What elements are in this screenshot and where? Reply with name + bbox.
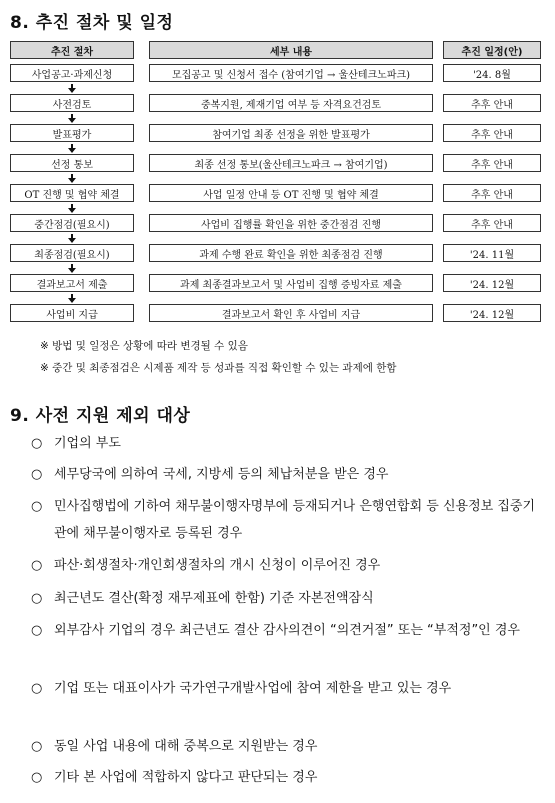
step-cell: OT 진행 및 협약 체결 — [10, 184, 134, 202]
exclusion-item — [31, 617, 543, 644]
detail-cell: 결과보고서 확인 후 사업비 지급 — [149, 304, 433, 322]
exclusion-text: 세무당국에 의하여 국세, 지방세 등의 체납처분을 받은 경우 — [54, 467, 389, 482]
circle-bullet-icon: ○ — [31, 436, 43, 451]
exclusion-text: 민사집행법에 기하여 채무불이행자명부에 등재되거나 은행연합회 등 신용정보 집중기관에 채무불이행자로 등록된 경우 — [54, 499, 536, 541]
exclusion-text: 기업의 부도 — [54, 436, 121, 451]
schedule-cell: '24. 12월 — [443, 304, 541, 322]
section-9-title: 9. 사전 지원 제외 대상 — [10, 406, 191, 426]
schedule-cell: '24. 8월 — [443, 64, 541, 82]
exclusion-text: 기타 본 사업에 적합하지 않다고 판단되는 경우 — [54, 770, 318, 785]
down-arrow-icon — [67, 84, 77, 93]
step-cell: 선정 통보 — [10, 154, 134, 172]
down-arrow-icon — [67, 294, 77, 303]
exclusion-item — [31, 585, 543, 612]
exclusion-item — [31, 764, 543, 791]
detail-cell: 참여기업 최종 선정을 위한 발표평가 — [149, 124, 433, 142]
step-cell: 사전검토 — [10, 94, 134, 112]
down-arrow-icon — [67, 174, 77, 183]
detail-cell: 최종 선정 통보(울산테크노파크 → 참여기업) — [149, 154, 433, 172]
exclusion-item — [31, 675, 543, 702]
detail-cell: 모집공고 및 신청서 접수 (참여기업 → 울산테크노파크) — [149, 64, 433, 82]
schedule-cell: '24. 11월 — [443, 244, 541, 262]
step-cell: 사업비 지급 — [10, 304, 134, 322]
circle-bullet-icon: ○ — [31, 770, 43, 785]
detail-cell: 사업비 집행률 확인을 위한 중간점검 진행 — [149, 214, 433, 232]
note-line: ※ 중간 및 최종점검은 시제품 제작 등 성과를 직접 확인할 수 있는 과제에 한함 — [40, 362, 397, 374]
circle-bullet-icon: ○ — [31, 739, 43, 754]
exclusion-item — [31, 552, 543, 579]
exclusion-item — [31, 430, 543, 457]
exclusion-item — [31, 733, 543, 760]
exclusion-item — [31, 461, 543, 488]
exclusion-text: 동일 사업 내용에 대해 중복으로 지원받는 경우 — [54, 739, 318, 754]
exclusion-text: 최근년도 결산(확정 재무제표에 한함) 기준 자본전액잠식 — [54, 591, 374, 606]
header-step: 추진 절차 — [10, 41, 134, 59]
down-arrow-icon — [67, 204, 77, 213]
down-arrow-icon — [67, 264, 77, 273]
circle-bullet-icon: ○ — [31, 467, 43, 482]
schedule-cell: 추후 안내 — [443, 124, 541, 142]
note-line: ※ 방법 및 일정은 상황에 따라 변경될 수 있음 — [40, 340, 248, 352]
down-arrow-icon — [67, 144, 77, 153]
section-8-title: 8. 추진 절차 및 일정 — [10, 13, 174, 33]
step-cell: 중간점검(필요시) — [10, 214, 134, 232]
schedule-cell: 추후 안내 — [443, 94, 541, 112]
exclusion-text: 기업 또는 대표이사가 국가연구개발사업에 참여 제한을 받고 있는 경우 — [54, 681, 452, 696]
detail-cell: 과제 최종결과보고서 및 사업비 집행 증빙자료 제출 — [149, 274, 433, 292]
circle-bullet-icon: ○ — [31, 681, 43, 696]
schedule-cell: 추후 안내 — [443, 184, 541, 202]
circle-bullet-icon: ○ — [31, 499, 43, 514]
exclusion-item — [31, 493, 543, 547]
circle-bullet-icon: ○ — [31, 623, 43, 638]
header-detail: 세부 내용 — [149, 41, 433, 59]
circle-bullet-icon: ○ — [31, 558, 43, 573]
detail-cell: 과제 수행 완료 확인을 위한 최종점검 진행 — [149, 244, 433, 262]
circle-bullet-icon: ○ — [31, 591, 43, 606]
exclusion-text: 외부감사 기업의 경우 최근년도 결산 감사의견이 “의견거절” 또는 “부적정”인 경우 — [54, 623, 520, 638]
step-cell: 결과보고서 제출 — [10, 274, 134, 292]
header-schedule: 추진 일정(안) — [443, 41, 541, 59]
step-cell: 발표평가 — [10, 124, 134, 142]
detail-cell: 중복지원, 제재기업 여부 등 자격요건검토 — [149, 94, 433, 112]
schedule-cell: '24. 12월 — [443, 274, 541, 292]
step-cell: 최종점검(필요시) — [10, 244, 134, 262]
schedule-cell: 추후 안내 — [443, 154, 541, 172]
down-arrow-icon — [67, 234, 77, 243]
step-cell: 사업공고·과제신청 — [10, 64, 134, 82]
schedule-cell: 추후 안내 — [443, 214, 541, 232]
down-arrow-icon — [67, 114, 77, 123]
detail-cell: 사업 일정 안내 등 OT 진행 및 협약 체결 — [149, 184, 433, 202]
exclusion-text: 파산·회생절차·개인회생절차의 개시 신청이 이루어진 경우 — [54, 558, 381, 573]
